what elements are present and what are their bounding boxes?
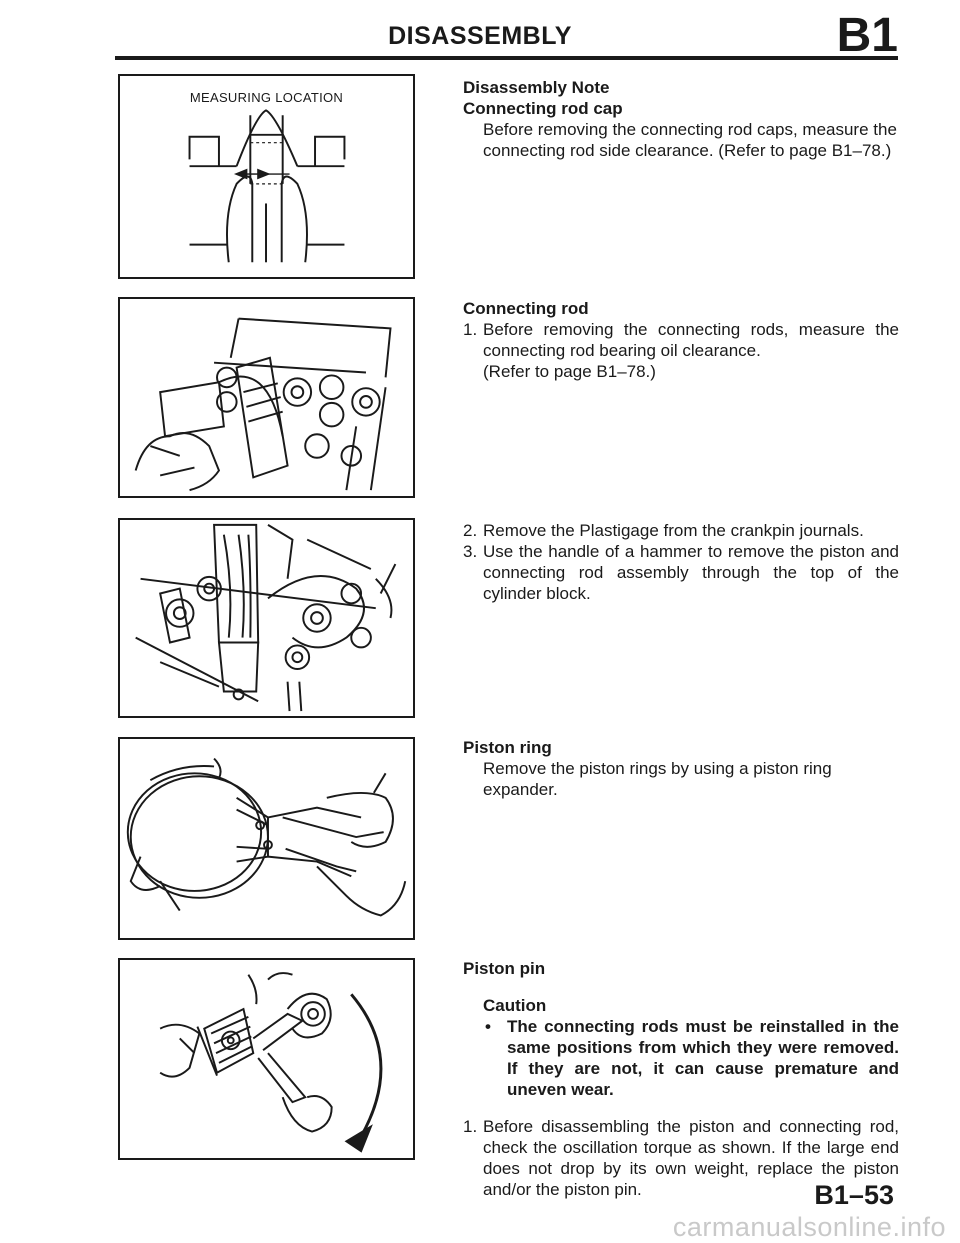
list-item xyxy=(463,541,899,604)
list-item xyxy=(463,319,899,382)
connecting-rod-cap-text: Before removing the connecting rod caps, measure the connecting rod side clearance. (Refer to page B1–78.) xyxy=(483,120,897,160)
section-piston-pin xyxy=(463,958,899,1200)
section-connecting-rod xyxy=(463,298,899,382)
disassembly-note-label: Disassembly Note xyxy=(463,78,610,97)
side-clearance-drawing xyxy=(120,76,413,277)
step-text: Before removing the connecting rods, measure the connecting rod bearing oil clearance. xyxy=(483,320,899,360)
oscillation-drawing xyxy=(120,960,413,1158)
spacer xyxy=(463,1100,899,1116)
caution-label: Caution xyxy=(483,996,547,1015)
section-connecting-rod-cap xyxy=(463,77,899,161)
figure-oscillation-check xyxy=(118,958,415,1160)
connecting-rod-heading: Connecting rod xyxy=(463,299,589,318)
piston-pin-heading: Piston pin xyxy=(463,959,546,978)
page-title: DISASSEMBLY xyxy=(388,22,572,50)
figure-piston-removal xyxy=(118,518,415,718)
figure-oil-clearance xyxy=(118,297,415,498)
step-text: Before disassembling the piston and connecting rod, check the oscillation torque as shown. If the large end does not drop by its own weight, replace the piston and/or the piston pin. xyxy=(483,1117,899,1199)
section-code: B1 xyxy=(836,9,898,62)
step-text: Use the handle of a hammer to remove the piston and connecting rod assembly through the top of the cylinder block. xyxy=(483,542,899,603)
ring-expander-drawing xyxy=(120,739,413,938)
piston-ring-text: Remove the piston rings by using a piston ring expander. xyxy=(483,759,832,799)
bullet-icon: • xyxy=(485,1017,491,1036)
step-text: Remove the Plastigage from the crankpin journals. xyxy=(483,521,864,540)
caution-text: The connecting rods must be reinstalled in the same positions from which they were removed. If they are not, it can cause premature and uneven wear. xyxy=(507,1017,899,1099)
measuring-location-label: MEASURING LOCATION xyxy=(189,90,344,105)
piston-ring-heading: Piston ring xyxy=(463,738,552,757)
spacer xyxy=(463,979,899,995)
connecting-rod-cap-heading: Connecting rod cap xyxy=(463,99,623,118)
step-number: 2. xyxy=(463,521,478,540)
figure-measuring-location xyxy=(118,74,415,279)
figure-piston-ring-expander xyxy=(118,737,415,940)
piston-removal-drawing xyxy=(120,520,413,716)
step-number: 3. xyxy=(463,542,478,561)
list-item xyxy=(463,520,899,541)
step-number: 1. xyxy=(463,320,478,339)
section-piston-ring xyxy=(463,737,899,800)
oil-clearance-drawing xyxy=(120,299,413,496)
step-reference: (Refer to page B1–78.) xyxy=(483,362,656,381)
step-number: 1. xyxy=(463,1117,478,1136)
page-number: B1–53 xyxy=(814,1180,894,1210)
caution-item xyxy=(463,1016,899,1100)
header-divider xyxy=(115,56,898,60)
section-connecting-rod-continued xyxy=(463,520,899,604)
watermark: carmanualsonline.info xyxy=(672,1212,946,1242)
